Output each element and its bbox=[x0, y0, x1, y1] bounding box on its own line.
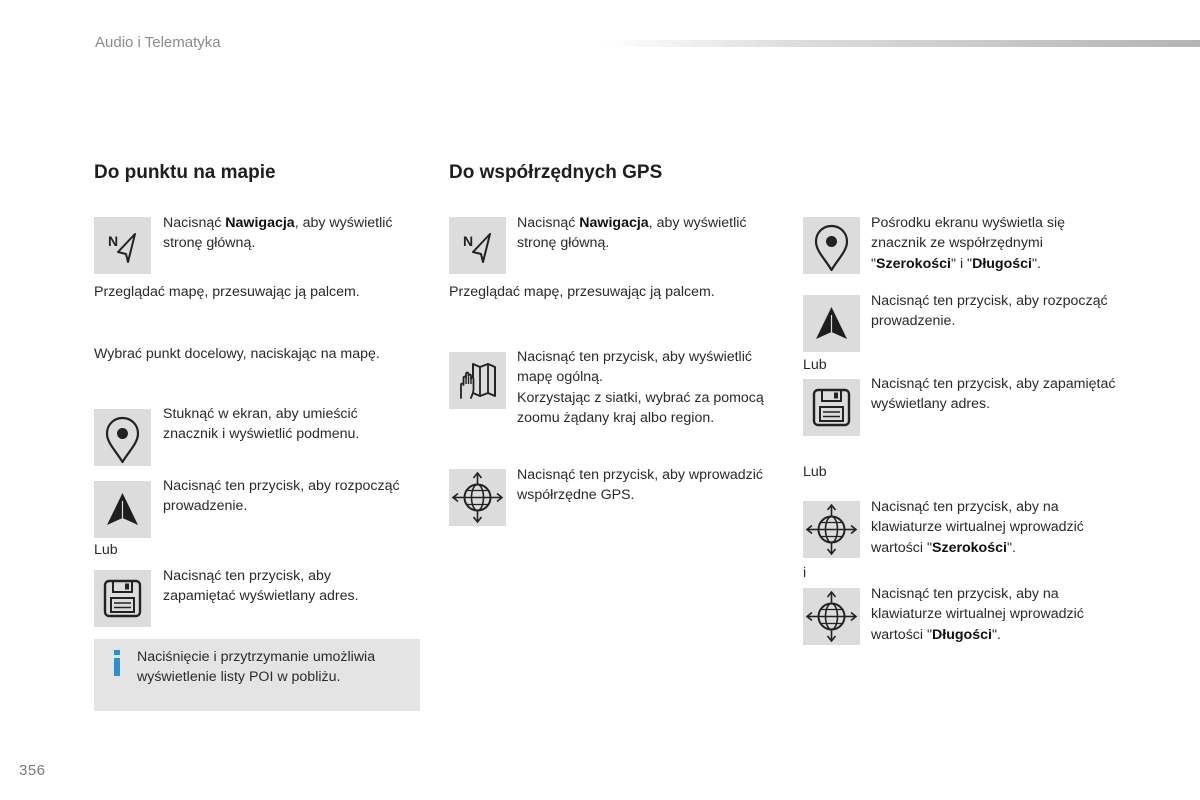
and-label: i bbox=[803, 565, 807, 581]
longitude-term: Długości bbox=[932, 626, 992, 643]
left-step-browse-map: Przeglądać mapę, przesuwając ją palcem. bbox=[94, 284, 360, 300]
map-overview-icon bbox=[449, 352, 506, 409]
longitude-term: Długości bbox=[972, 255, 1032, 272]
header-divider bbox=[605, 40, 1200, 47]
latitude-input-icon bbox=[803, 501, 860, 558]
step-text-pre: Nacisnąć bbox=[163, 215, 226, 231]
section-title-map-point: Do punktu na mapie bbox=[94, 162, 276, 183]
longitude-input-icon bbox=[803, 588, 860, 645]
step-text-pre: Nacisnąć bbox=[517, 215, 580, 231]
middle-step-browse-map: Przeglądać mapę, przesuwając ją palcem. bbox=[449, 284, 715, 300]
save-icon bbox=[803, 379, 860, 436]
left-step-place-marker: Stuknąć w ekran, aby umieścić znacznik i wyświetlić podmenu. bbox=[163, 406, 360, 443]
step-text-pre: Nacisnąć ten przycisk, aby na klawiaturze wirtualnej wprowadzić wartości " bbox=[871, 586, 1084, 643]
middle-step-overview-map bbox=[517, 347, 782, 428]
right-step-marker-info bbox=[871, 213, 1123, 274]
grid-zoom-text: Korzystając z siatki, wybrać za pomocą zoomu żądany kraj albo region. bbox=[517, 389, 764, 426]
step-text-post: ". bbox=[991, 626, 1001, 643]
info-note-text: Naciśnięcie i przytrzymanie umożliwia wyświetlenie listy POI w pobliżu. bbox=[137, 649, 376, 686]
overview-map-text: Nacisnąć ten przycisk, aby wyświetlić mapę ogólną. bbox=[517, 349, 752, 386]
header-title: Audio i Telematyka bbox=[95, 34, 221, 51]
save-icon bbox=[94, 570, 151, 627]
step-text-post: ". bbox=[1006, 539, 1016, 556]
navigation-term: Nawigacja bbox=[579, 215, 649, 231]
or-label: Lub bbox=[94, 542, 118, 558]
latitude-term: Szerokości bbox=[876, 255, 951, 272]
or-label: Lub bbox=[803, 357, 827, 373]
start-guidance-icon bbox=[803, 295, 860, 352]
step-text-pre: Nacisnąć ten przycisk, aby na klawiaturze wirtualnej wprowadzić wartości " bbox=[871, 499, 1084, 556]
middle-step-enter-gps: Nacisnąć ten przycisk, aby wprowadzić współrzędne GPS. bbox=[517, 467, 764, 504]
navigation-term: Nawigacja bbox=[225, 215, 295, 231]
step-text-mid: " i " bbox=[950, 255, 973, 272]
navigation-button-icon bbox=[449, 217, 506, 274]
right-step-enter-latitude bbox=[871, 497, 1123, 558]
left-step-save-address: Nacisnąć ten przycisk, aby zapamiętać wyświetlany adres. bbox=[163, 568, 359, 605]
right-step-start-guidance: Nacisnąć ten przycisk, aby rozpocząć prowadzenie. bbox=[871, 293, 1108, 330]
navigation-button-icon bbox=[94, 217, 151, 274]
left-step-start-guidance: Nacisnąć ten przycisk, aby rozpocząć prowadzenie. bbox=[163, 478, 400, 515]
left-step-navigation bbox=[163, 213, 425, 254]
right-step-save-address: Nacisnąć ten przycisk, aby zapamiętać wyświetlany adres. bbox=[871, 376, 1116, 413]
step-text-post: , aby wyświetlić stronę główną. bbox=[517, 215, 747, 252]
step-text-post: ". bbox=[1032, 255, 1041, 272]
step-text-post: , aby wyświetlić stronę główną. bbox=[163, 215, 393, 252]
start-guidance-icon bbox=[94, 481, 151, 538]
page-number: 356 bbox=[19, 762, 46, 779]
middle-step-navigation bbox=[517, 213, 779, 254]
pin-icon bbox=[94, 409, 151, 466]
step-text-pre: Pośrodku ekranu wyświetla się znacznik ze współrzędnymi " bbox=[871, 215, 1065, 272]
right-step-enter-longitude bbox=[871, 584, 1123, 645]
pin-icon bbox=[803, 217, 860, 274]
left-step-select-point: Wybrać punkt docelowy, naciskając na mapę. bbox=[94, 346, 380, 362]
section-title-gps: Do współrzędnych GPS bbox=[449, 162, 663, 183]
or-label: Lub bbox=[803, 464, 827, 480]
info-icon bbox=[110, 650, 124, 676]
latitude-term: Szerokości bbox=[932, 539, 1007, 556]
gps-coordinates-icon bbox=[449, 469, 506, 526]
